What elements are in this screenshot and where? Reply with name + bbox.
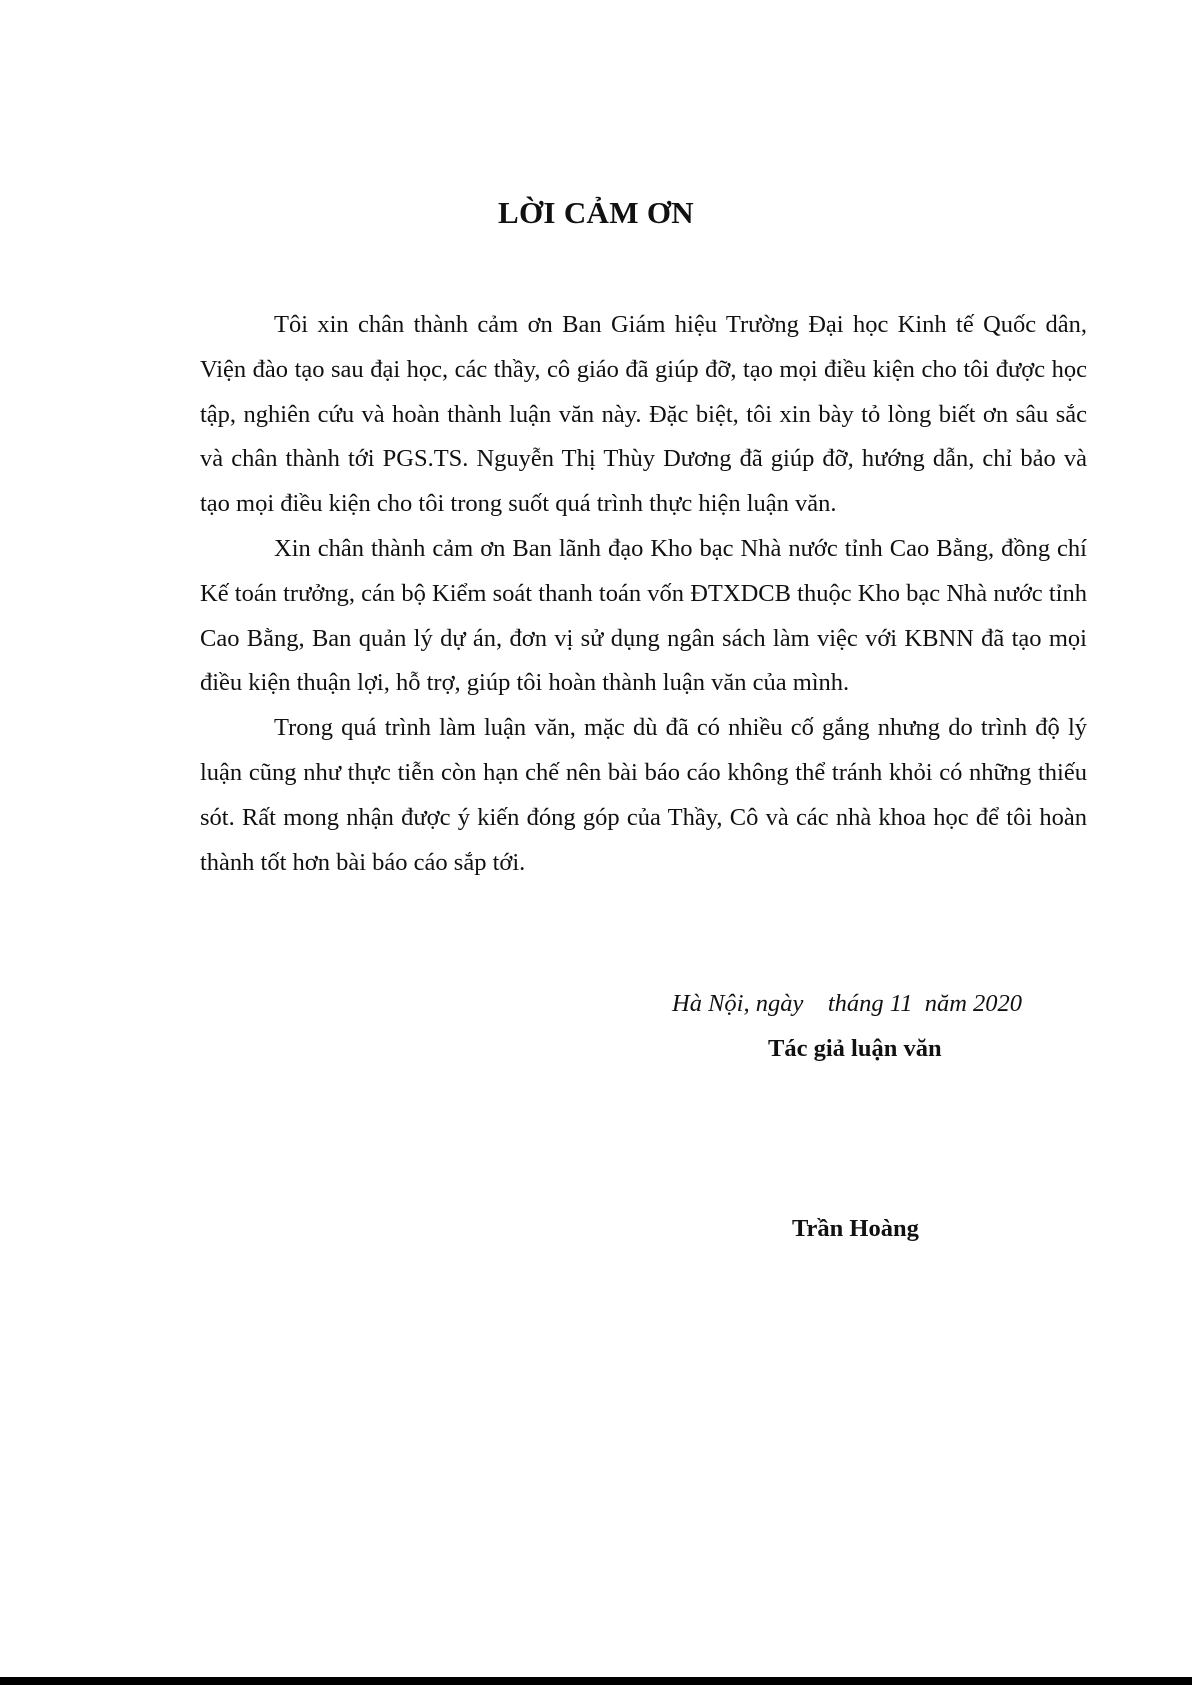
author-role: Tác giả luận văn [768, 1035, 942, 1062]
paragraph-2: Xin chân thành cảm ơn Ban lãnh đạo Kho bạc Nhà nước tỉnh Cao Bằng, đồng chí Kế toán trưởng, cán bộ Kiểm soát thanh toán vốn ĐTXDCB thuộc Kho bạc Nhà nước tỉnh Cao Bằng, Ban quản lý dự án, đơn vị sử dụng ngân sách làm việc với KBNN đã tạo mọi điều kiện thuận lợi, hỗ trợ, giúp tôi hoàn thành luận văn của mình. [200, 534, 1087, 697]
paragraph-1: Tôi xin chân thành cảm ơn Ban Giám hiệu Trường Đại học Kinh tế Quốc dân, Viện đào tạo sau đại học, các thầy, cô giáo đã giúp đỡ, tạo mọi điều kiện cho tôi được học tập, nghiên cứu và hoàn thành luận văn này. Đặc biệt, tôi xin bày tỏ lòng biết ơn sâu sắc và chân thành tới PGS.TS. Nguyễn Thị Thùy Dương đã giúp đỡ, hướng dẫn, chỉ bảo và tạo mọi điều kiện cho tôi trong suốt quá trình thực hiện luận văn. [200, 311, 1087, 518]
page-title: LỜI CẢM ƠN [498, 195, 694, 230]
scan-bottom-border [0, 1677, 1192, 1685]
author-name: Trần Hoàng [792, 1215, 919, 1242]
date-line: Hà Nội, ngày tháng 11 năm 2020 [672, 990, 1023, 1017]
acknowledgement-body [200, 303, 1087, 885]
paragraph-3: Trong quá trình làm luận văn, mặc dù đã có nhiều cố gắng nhưng do trình độ lý luận cũng như thực tiễn còn hạn chế nên bài báo cáo không thể tránh khỏi có những thiếu sót. Rất mong nhận được ý kiến đóng góp của Thầy, Cô và các nhà khoa học để tôi hoàn thành tốt hơn bài báo cáo sắp tới. [200, 714, 1087, 876]
